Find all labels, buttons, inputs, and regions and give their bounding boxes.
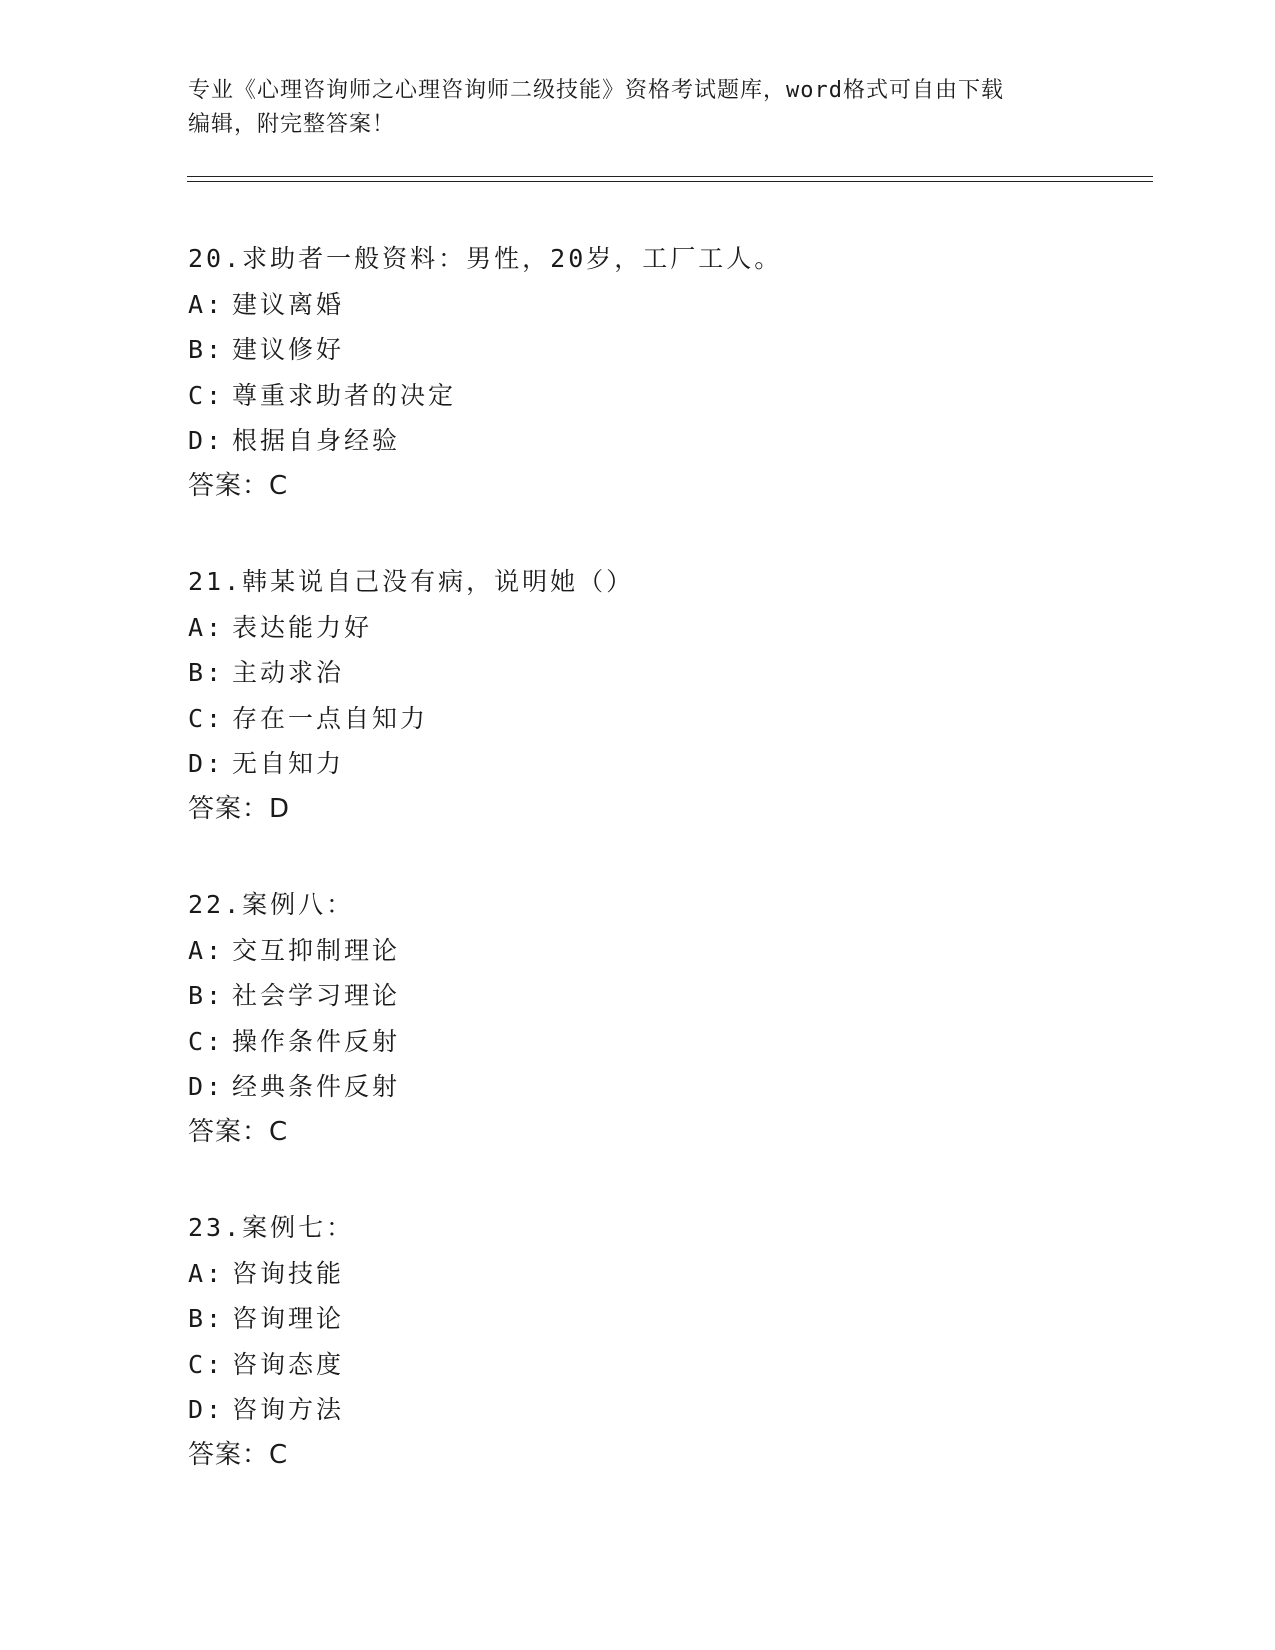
option-a [188, 1251, 1088, 1297]
option-letter: C: [188, 380, 225, 410]
question-23 [188, 1205, 1088, 1478]
option-text: 根据自身经验 [232, 426, 401, 455]
option-text: 交互抑制理论 [232, 935, 401, 965]
option-text: 咨询方法 [232, 1395, 345, 1424]
option-letter: C: [188, 1349, 225, 1379]
option-d [188, 418, 1088, 464]
option-b [188, 650, 1088, 696]
option-letter: A: [188, 289, 225, 319]
option-letter: D: [188, 426, 225, 455]
option-text: 尊重求助者的决定 [232, 380, 457, 410]
option-text: 主动求治 [232, 658, 345, 687]
option-letter: B: [188, 335, 225, 364]
option-d [188, 741, 1088, 787]
option-text: 表达能力好 [232, 612, 373, 642]
option-text: 社会学习理论 [232, 981, 401, 1010]
option-text: 咨询态度 [232, 1349, 345, 1379]
option-a [188, 928, 1088, 974]
question-stem: 21.韩某说自己没有病，说明她（） [188, 567, 635, 596]
option-letter: D: [188, 1072, 225, 1101]
option-text: 操作条件反射 [232, 1026, 401, 1056]
option-letter: C: [188, 1026, 225, 1056]
option-a [188, 282, 1088, 328]
option-c [188, 373, 1088, 419]
option-letter: D: [188, 1395, 225, 1424]
option-text: 存在一点自知力 [232, 703, 429, 733]
option-d [188, 1064, 1088, 1110]
option-text: 咨询理论 [232, 1304, 345, 1333]
option-text: 建议离婚 [232, 289, 345, 319]
header-divider-bottom [187, 181, 1153, 182]
answer-line: 答案：C [188, 470, 289, 501]
option-letter: A: [188, 612, 225, 642]
document-header [188, 74, 1088, 142]
option-b [188, 1296, 1088, 1342]
option-c [188, 1342, 1088, 1388]
option-text: 无自知力 [232, 749, 345, 778]
option-text: 建议修好 [232, 335, 345, 364]
question-20 [188, 236, 1088, 509]
question-stem: 22.案例八： [188, 890, 355, 919]
option-c [188, 1019, 1088, 1065]
answer-line: 答案：C [188, 1439, 289, 1470]
option-a [188, 605, 1088, 651]
header-divider-top [187, 176, 1153, 177]
option-letter: A: [188, 935, 225, 965]
option-text: 咨询技能 [232, 1258, 345, 1288]
option-letter: D: [188, 749, 225, 778]
question-stem: 20.求助者一般资料：男性，20岁，工厂工人。 [188, 244, 783, 273]
option-letter: B: [188, 981, 225, 1010]
answer-line: 答案：C [188, 1116, 289, 1147]
option-d [188, 1387, 1088, 1433]
option-b [188, 973, 1088, 1019]
question-list [188, 236, 1088, 1528]
option-letter: A: [188, 1258, 225, 1288]
question-22 [188, 882, 1088, 1155]
answer-line: 答案：D [188, 793, 291, 824]
option-letter: C: [188, 703, 225, 733]
option-b [188, 327, 1088, 373]
option-text: 经典条件反射 [232, 1072, 401, 1101]
header-line-1: 专业《心理咨询师之心理咨询师二级技能》资格考试题库，word格式可自由下载 [188, 78, 1004, 103]
option-letter: B: [188, 1304, 225, 1333]
question-21 [188, 559, 1088, 832]
option-letter: B: [188, 658, 225, 687]
question-stem: 23.案例七： [188, 1213, 355, 1242]
option-c [188, 696, 1088, 742]
header-line-2: 编辑，附完整答案！ [188, 112, 396, 137]
